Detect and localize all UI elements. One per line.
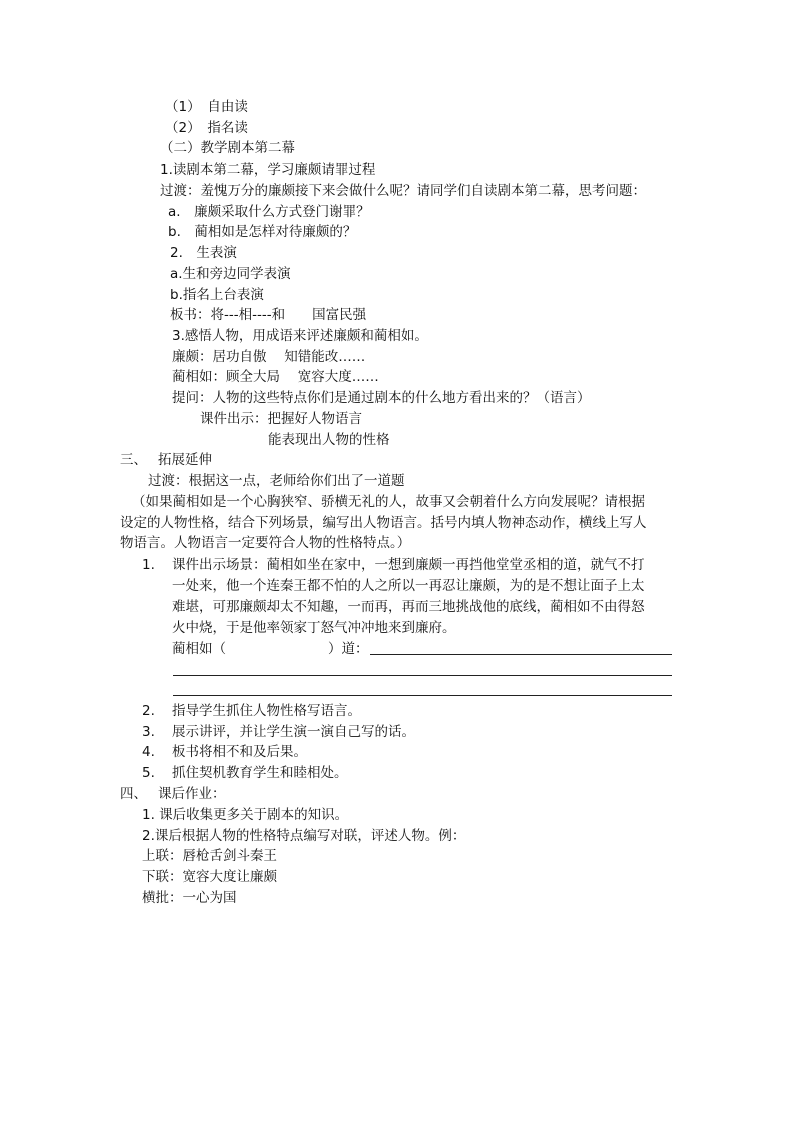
scene-text: 课件出示场景：蔺相如坐在家中，一想到廉颇一再挡他堂堂丞相的道，就气不打 (172, 557, 645, 573)
text-line: 课件出示：把握好人物语言 (200, 411, 362, 427)
text-line: 过渡：羞愧万分的廉颇接下来会做什么呢？请同学们自读剧本第二幕，思考问题： (160, 183, 646, 199)
read-step-1: （1） 自由读 (165, 99, 248, 115)
text-line: a.生和旁边同学表演 (170, 266, 291, 282)
scene-text: 一处来，他一个连秦王都不怕的人之所以一再忍让廉颇，为的是不想让面子上太 (172, 578, 645, 594)
list-number: 2. (142, 703, 155, 719)
blackboard-note: 板书：将---相----和 国富民强 (170, 307, 367, 323)
question-a: a. 廉颇采取什么方式登门谢罪？ (168, 204, 370, 220)
text-line: 物语言。人物语言一定要符合人物的性格特点。） (120, 535, 411, 551)
couplet-upper: 上联：唇枪舌剑斗秦王 (142, 848, 277, 864)
scene-text: 火中烧，于是他率领家丁怒气冲冲地来到廉府。 (172, 620, 456, 636)
text-line: 过渡：根据这一点，老师给你们出了一道题 (148, 473, 405, 489)
text-line: 廉颇：居功自傲 知错能改…… (172, 349, 366, 365)
couplet-lower: 下联：宽容大度让廉颇 (142, 869, 277, 885)
text-line: 3.感悟人物，用成语来评述廉颇和蔺相如。 (172, 328, 428, 344)
section-heading-extension: 三、 拓展延伸 (120, 452, 213, 468)
fill-in-prompt-suffix: ）道： (328, 641, 369, 657)
text-line: 1. 课后收集更多关于剧本的知识。 (142, 807, 349, 823)
list-number: 4. (142, 744, 155, 760)
couplet-horizontal: 横批：一心为国 (142, 890, 237, 906)
list-item: 指导学生抓住人物性格写语言。 (172, 703, 361, 719)
text-line: 设定的人物性格，结合下列场景，编写出人物语言。括号内填人物神态动作，横线上写人 (120, 515, 647, 531)
list-number: 5. (142, 765, 155, 781)
list-item: 展示讲评，并让学生演一演自己写的话。 (172, 724, 415, 740)
text-line: 2. 生表演 (170, 245, 237, 261)
list-item: 抓住契机教育学生和睦相处。 (172, 765, 348, 781)
text-line: （如果蔺相如是一个心胸狭窄、骄横无礼的人，故事又会朝着什么方向发展呢？请根据 (132, 494, 645, 510)
list-item: 板书将相不和及后果。 (172, 744, 307, 760)
answer-line (370, 654, 672, 655)
read-step-2: （2） 指名读 (165, 120, 248, 136)
scene-text: 难堪，可那廉颇却太不知趣，一而再，再而三地挑战他的底线，蔺相如不由得怒 (172, 599, 645, 615)
section-heading-act-two: （二）教学剧本第二幕 (160, 140, 295, 156)
text-line: b.指名上台表演 (170, 287, 264, 303)
text-line: 1.读剧本第二幕，学习廉颇请罪过程 (160, 162, 376, 178)
section-heading-homework: 四、 课后作业： (120, 786, 226, 802)
fill-in-prompt: 蔺相如（ (172, 641, 226, 657)
list-number: 1. (142, 557, 155, 573)
text-line: 蔺相如：顾全大局 宽容大度…… (172, 369, 379, 385)
text-line: 提问：人物的这些特点你们是通过剧本的什么地方看出来的？（语言） (172, 390, 591, 406)
list-number: 3. (142, 724, 155, 740)
question-b: b. 蔺相如是怎样对待廉颇的？ (168, 224, 357, 240)
text-line: 能表现出人物的性格 (268, 432, 390, 448)
answer-line (173, 675, 672, 676)
answer-line (173, 695, 672, 696)
text-line: 2.课后根据人物的性格特点编写对联，评述人物。例： (142, 828, 466, 844)
